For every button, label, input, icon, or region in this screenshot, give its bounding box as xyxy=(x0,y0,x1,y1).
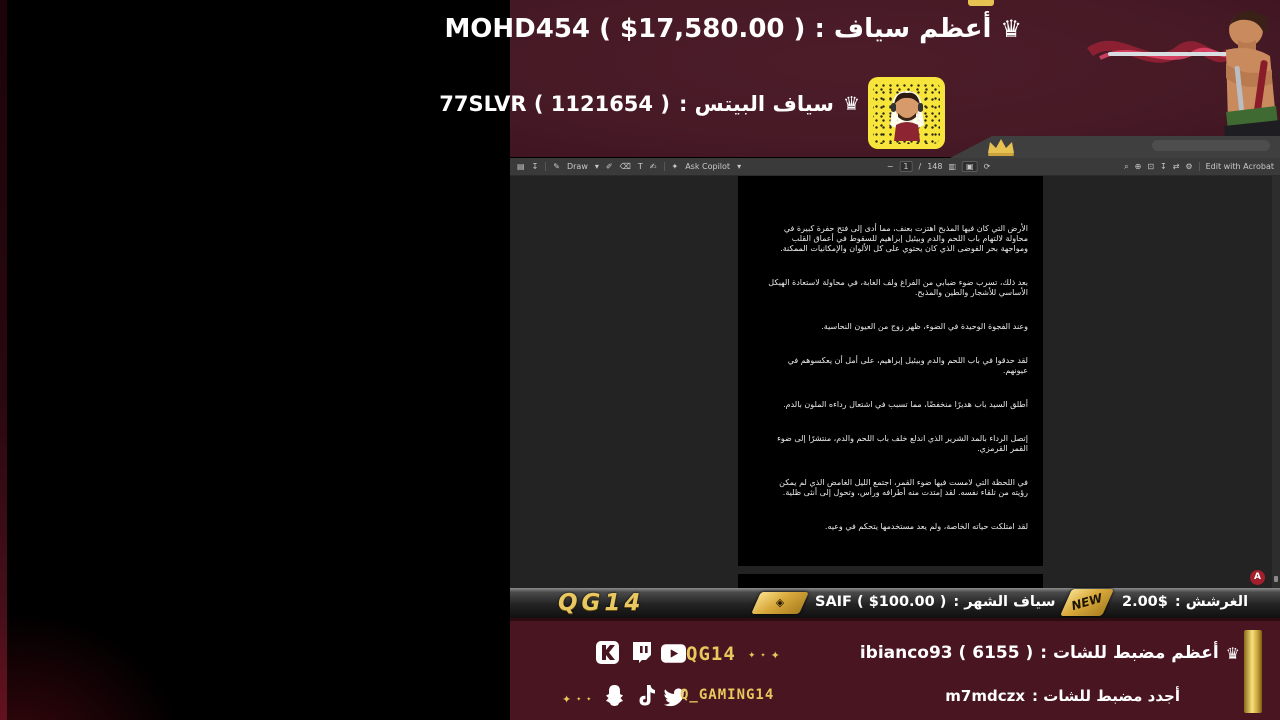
signature-tool-icon[interactable]: ✍ xyxy=(649,161,657,171)
top-swordsman-line xyxy=(444,14,1022,44)
tiktok-icon xyxy=(634,683,659,708)
top-chat-supporter-value: ibianco93 ( 6155 ) xyxy=(859,643,1034,663)
crown-icon: ♛ xyxy=(842,93,860,115)
top-swordsman-value: MOHD454 ( $17,580.00 ) xyxy=(444,14,806,44)
capture-column xyxy=(439,0,1280,720)
document-paragraph: لقد امتلكت حياته الخاصة، ولم يعد مستخدمها يتحكم في وعيه. xyxy=(824,522,1028,531)
print-icon[interactable]: ⊡ xyxy=(1147,161,1155,171)
youtube-icon xyxy=(661,641,686,666)
toolbar-divider xyxy=(545,162,546,171)
pdf-page-2-edge xyxy=(738,574,1043,588)
snapcode-avatar xyxy=(884,85,930,141)
toolbar-divider xyxy=(664,162,665,171)
diamond-icon: ✦ xyxy=(748,650,756,661)
scrollbar[interactable] xyxy=(1272,176,1280,588)
bits-swordsman-value: 77SLVR ( 1121654 ) xyxy=(439,92,670,116)
save-icon[interactable]: ↧ xyxy=(531,161,539,171)
menu-icon[interactable]: ▤ xyxy=(517,161,525,171)
chevron-down-icon[interactable]: ▾ xyxy=(594,161,599,171)
gold-crown-icon xyxy=(984,137,1018,157)
draw-tool-icon[interactable]: ✎ xyxy=(553,161,560,171)
footer-banner xyxy=(510,621,1280,720)
pdf-page xyxy=(738,176,1043,566)
crown-tab xyxy=(950,136,1280,158)
copilot-icon[interactable]: ✦ xyxy=(671,161,679,171)
bits-swordsman-line xyxy=(439,92,860,116)
share-icon[interactable]: ⇄ xyxy=(1172,161,1180,171)
document-paragraph: أطلق السيد باب هديرًا منخفضًا، مما تسبب في اشتعال رداءه الملون بالدم. xyxy=(783,400,1028,409)
top-chat-supporter-label: أعظم مضبط للشات : xyxy=(1040,643,1219,663)
diamond-icon: ✦ xyxy=(576,696,582,703)
diamond-icon: ✦ xyxy=(770,649,780,662)
fit-page-icon[interactable]: ▣ xyxy=(962,161,978,172)
erase-tool-icon[interactable]: ⌫ xyxy=(619,161,631,171)
gharshash-line xyxy=(1122,594,1248,610)
ask-copilot-button[interactable]: Ask Copilot xyxy=(685,161,731,171)
pdf-toolbar xyxy=(510,158,1280,176)
bits-swordsman-label: سياف البيتس : xyxy=(678,92,834,116)
bottom-left-glow xyxy=(0,600,200,720)
snapchat-icon xyxy=(602,683,627,708)
gold-emblem-badge xyxy=(751,592,809,614)
document-paragraph: الأرض التي كان فيها المذبح اهتزت بعنف، مما أدى إلى فتح حفرة كبيرة في محاولة لالتهام باب اللحم والدم وبيئيل إبراهيم للسقوط في أعماق القلب ومواجهة بحر الفوضى الذي كان يحتوي على كل الألوان والإمكانيات الممكنة. xyxy=(780,224,1028,253)
crown-icon: ♛ xyxy=(1000,15,1022,43)
download-icon[interactable]: ↧ xyxy=(1160,161,1167,171)
month-swordsman-line xyxy=(815,594,1056,610)
pdf-viewer-area xyxy=(510,176,1280,588)
crown-hand-icon: ♛ xyxy=(1225,643,1240,663)
page-separator: / xyxy=(918,161,922,171)
warrior-illustration xyxy=(1080,0,1280,152)
newest-chat-supporter-line xyxy=(945,687,1180,705)
scrollbar-mark[interactable] xyxy=(1274,576,1278,582)
diamond-icon: ✦ xyxy=(586,696,592,703)
diamond-decor xyxy=(562,693,591,706)
top-donor-banner xyxy=(439,0,1280,157)
page-count: 148 xyxy=(927,161,943,171)
kick-icon xyxy=(595,640,620,665)
diamond-icon: ✦ xyxy=(760,652,766,659)
toolbar-divider xyxy=(1199,162,1200,171)
document-paragraph: وعند الفجوة الوحيدة في الضوء، ظهر زوج من العيون النحاسية. xyxy=(821,322,1028,331)
qg14-handle: QG14 xyxy=(686,643,736,665)
q-gaming14-handle: Q_GAMING14 xyxy=(680,687,775,703)
top-swordsman-label: أعظم سياف : xyxy=(814,14,992,44)
gharshash-value: 2.00$ xyxy=(1122,594,1168,610)
newest-chat-supporter-label: أجدد مضبط للشات : xyxy=(1032,687,1180,705)
document-paragraph: إتصل الرداء بالمد الشرير الذي اندلع خلف باب اللحم والدم، منتشرًا إلى ضوء القمر القرمزي. xyxy=(777,434,1028,453)
new-badge xyxy=(1060,589,1114,616)
emblem-icon: ◈ xyxy=(775,596,785,609)
document-paragraph: بعد ذلك، تسرب ضوء ضبابي من الفراغ ولف الغابة، في محاولة لاستعادة الهيكل الأساسي للأشجار والطين والمذبح. xyxy=(768,278,1028,297)
highlight-tool-icon[interactable]: ✐ xyxy=(605,161,613,171)
add-text-tool-icon[interactable]: T xyxy=(637,161,643,171)
document-paragraph: لقد حدقوا في باب اللحم والدم وبيئيل إبراهيم، على أمل أن يعكسوهم في عيونهم. xyxy=(787,356,1028,375)
new-badge-label: NEW xyxy=(1069,590,1104,614)
diamond-decor xyxy=(748,649,780,662)
rotate-icon[interactable]: ⟳ xyxy=(983,161,991,171)
twitch-icon xyxy=(629,640,654,665)
top-chat-supporter-line xyxy=(860,643,1240,663)
zoom-out-icon[interactable]: − xyxy=(886,161,894,171)
document-paragraph: في اللحظة التي لامست فيها ضوء القمر، اجتمع الليل الغامض الذي لم يمكن رؤيته من تلقاء نفسه. لقد إمتدت منه أطرافه ورأس، وتحول إلى أنثى ظلية. xyxy=(779,478,1028,497)
ticker-bar xyxy=(510,588,1280,618)
page-number-input[interactable]: 1 xyxy=(899,161,912,172)
settings-gear-icon[interactable]: ⚙ xyxy=(1185,161,1193,171)
tab-band xyxy=(1152,140,1270,151)
thumbnails-icon[interactable]: ▥ xyxy=(948,161,957,171)
snapchat-qr-code xyxy=(868,77,945,149)
search-icon[interactable]: ⌕ xyxy=(1124,161,1129,171)
acrobat-floating-badge[interactable]: A xyxy=(1250,570,1265,585)
gold-dash xyxy=(968,0,994,6)
gold-vertical-bar xyxy=(1244,630,1262,713)
diamond-icon: ✦ xyxy=(562,693,572,706)
newest-chat-supporter-value: m7mdczx xyxy=(945,687,1026,705)
month-swordsman-label: سياف الشهر : xyxy=(953,594,1056,610)
month-swordsman-value: SAIF ( $100.00 ) xyxy=(815,594,947,610)
gharshash-label: الغرشش : xyxy=(1174,594,1249,610)
chevron-down-icon[interactable]: ▾ xyxy=(737,161,742,171)
draw-tool-button[interactable]: Draw xyxy=(566,161,588,171)
qg14-logo: QG14 xyxy=(558,590,645,616)
zoom-in-icon[interactable]: ⊕ xyxy=(1134,161,1142,171)
edit-with-acrobat-button[interactable]: Edit with Acrobat xyxy=(1205,161,1274,171)
